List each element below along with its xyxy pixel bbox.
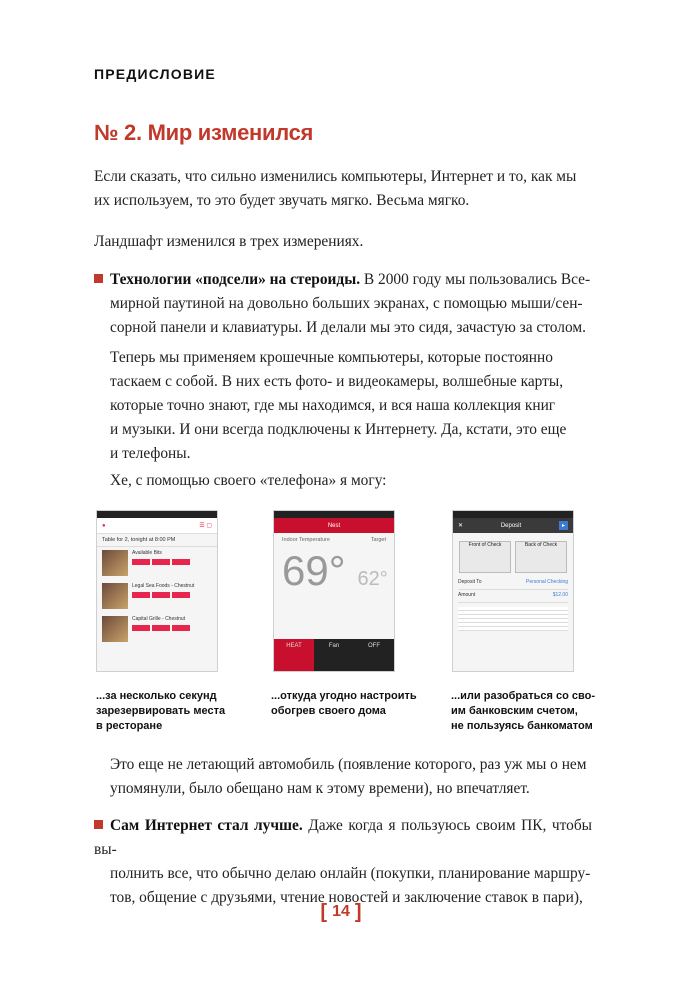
text-line: сорной панели и клавиатуры. И делали мы это сидя, зачастую за столом.	[110, 319, 586, 336]
amount-row	[458, 592, 568, 603]
bracket-left: [	[320, 901, 328, 923]
restaurant-photo	[102, 616, 128, 642]
status-bar	[97, 511, 217, 518]
time-slot	[152, 625, 170, 631]
app-toolbar: Nest	[274, 518, 394, 533]
app-toolbar	[453, 518, 573, 533]
caption-line: им банковским счетом,	[451, 705, 578, 717]
time-slot	[132, 625, 150, 631]
time-slot	[132, 592, 150, 598]
mode-bar	[274, 639, 394, 671]
target-temperature: 62°	[357, 568, 388, 590]
text-line: Даже когда я пользуюсь своим ПК, чтобы вы-	[94, 817, 592, 858]
account-value: Personal Checking	[526, 579, 568, 585]
phone-screenshot-restaurant	[96, 510, 218, 672]
bullet-internet-better	[94, 814, 592, 910]
mode-fan: Fan	[328, 643, 340, 649]
text-line: Теперь мы применяем крошечные компьютеры, которые постоянно	[110, 349, 553, 366]
indoor-temperature: 69°	[282, 547, 346, 594]
caption-line: ...откуда угодно настроить	[271, 690, 417, 702]
chapter-title: № 2. Мир изменился	[94, 120, 314, 145]
text-line: таскаем с собой. В них есть фото- и видеокамеры, волшебные карты,	[110, 373, 564, 390]
restaurant-name: Available Bits	[132, 550, 162, 556]
text-line: В 2000 году мы пользовались Все-	[360, 271, 591, 288]
phone-screenshot-bank	[452, 510, 574, 672]
paragraph-landscape: Ландшафт изменился в трех измерениях.	[94, 233, 364, 250]
status-bar	[453, 511, 573, 518]
restaurant-row	[102, 616, 212, 646]
bracket-right: ]	[354, 901, 362, 923]
bullet-square-icon	[94, 820, 103, 829]
menu-icon: ☰ ▢	[199, 523, 212, 529]
paragraph-tiny-computers	[110, 346, 592, 466]
time-slot	[152, 592, 170, 598]
restaurant-row	[102, 550, 212, 580]
text-line: полнить все, что обычно делаю онлайн (покупки, планирование маршру-	[110, 865, 591, 882]
app-toolbar	[97, 518, 217, 534]
indoor-temp-label: Indoor Temperature	[282, 537, 330, 543]
check-back: Back of Check	[515, 541, 567, 573]
phone-screenshot-thermostat	[273, 510, 395, 672]
deposit-to-label: Deposit To	[458, 579, 482, 585]
time-slot	[172, 559, 190, 565]
mode-off: OFF	[368, 643, 380, 649]
caption-restaurant	[96, 689, 225, 734]
restaurant-name: Legal Sea Foods - Chestnut	[132, 583, 195, 589]
bullet-lead: Технологии «подсели» на стероиды.	[110, 271, 361, 288]
paragraph-intro	[94, 165, 592, 213]
caption-line: зарезервировать места	[96, 705, 226, 717]
caption-bank	[451, 689, 595, 734]
running-head: ПРЕДИСЛОВИЕ	[94, 66, 216, 82]
restaurant-photo	[102, 550, 128, 576]
caption-line: не пользуясь банкоматом	[451, 720, 593, 732]
caption-line: в ресторане	[96, 720, 163, 732]
amount-label: Amount	[458, 592, 476, 598]
time-slot	[132, 559, 150, 565]
amount-value: $12.00	[552, 592, 568, 598]
text-line: Это еще не летающий автомобиль (появление которого, раз уж мы о нем	[110, 756, 587, 773]
time-slot	[172, 592, 190, 598]
profile-icon: ●	[102, 522, 106, 529]
text-line: и музыки. И они всегда подключены к Интернету. Да, кстати, это еще	[110, 421, 567, 438]
bullet-technologies	[94, 268, 592, 340]
temperature-display	[274, 543, 394, 595]
disclaimer-text-block	[458, 607, 568, 631]
mode-heat: HEAT	[274, 639, 314, 671]
restaurant-name: Capital Grille - Chestnut	[132, 616, 186, 622]
text-line: которые точно знают, где мы находимся, и вся наша коллекция книг	[110, 397, 556, 414]
caption-line: обогрев своего дома	[271, 705, 386, 717]
bullet-square-icon	[94, 274, 103, 283]
bullet-lead: Сам Интернет стал лучше.	[110, 817, 303, 834]
text-line: мирной паутиной на довольно больших экранах, с помощью мыши/сен-	[110, 295, 583, 312]
continue-icon: ▸	[559, 521, 568, 530]
text-line: и телефоны.	[110, 445, 191, 462]
page-footer	[0, 901, 682, 924]
text-line: упомянули, было обещано нам к этому времени), но впечатляет.	[110, 780, 530, 797]
status-bar	[274, 511, 394, 518]
deposit-to-row	[458, 579, 568, 590]
paragraph-flying-car	[110, 753, 592, 801]
cancel-icon: ✕	[458, 523, 464, 529]
caption-thermostat	[271, 689, 417, 719]
page-number: 14	[332, 903, 350, 920]
text-line: Если сказать, что сильно изменились компьютеры, Интернет и то, как мы	[94, 168, 577, 185]
restaurant-photo	[102, 583, 128, 609]
check-front: Front of Check	[459, 541, 511, 573]
time-slot	[152, 559, 170, 565]
text-line: тов, общение с друзьями, чтение новостей и заключение ставок в пари),	[110, 889, 583, 906]
restaurant-row	[102, 583, 212, 613]
temp-labels	[274, 533, 394, 543]
check-images	[453, 533, 573, 573]
caption-line: ...за несколько секунд	[96, 690, 217, 702]
target-label: Target	[370, 537, 386, 543]
toolbar-title: Deposit	[500, 522, 522, 529]
search-summary: Table for 2, tonight at 8:00 PM	[97, 534, 217, 547]
caption-line: ...или разобраться со сво-	[451, 690, 596, 702]
text-line: их используем, то это будет звучать мягко. Весьма мягко.	[94, 192, 470, 209]
paragraph-phone-can: Хе, с помощью своего «телефона» я могу:	[110, 472, 387, 489]
time-slot	[172, 625, 190, 631]
